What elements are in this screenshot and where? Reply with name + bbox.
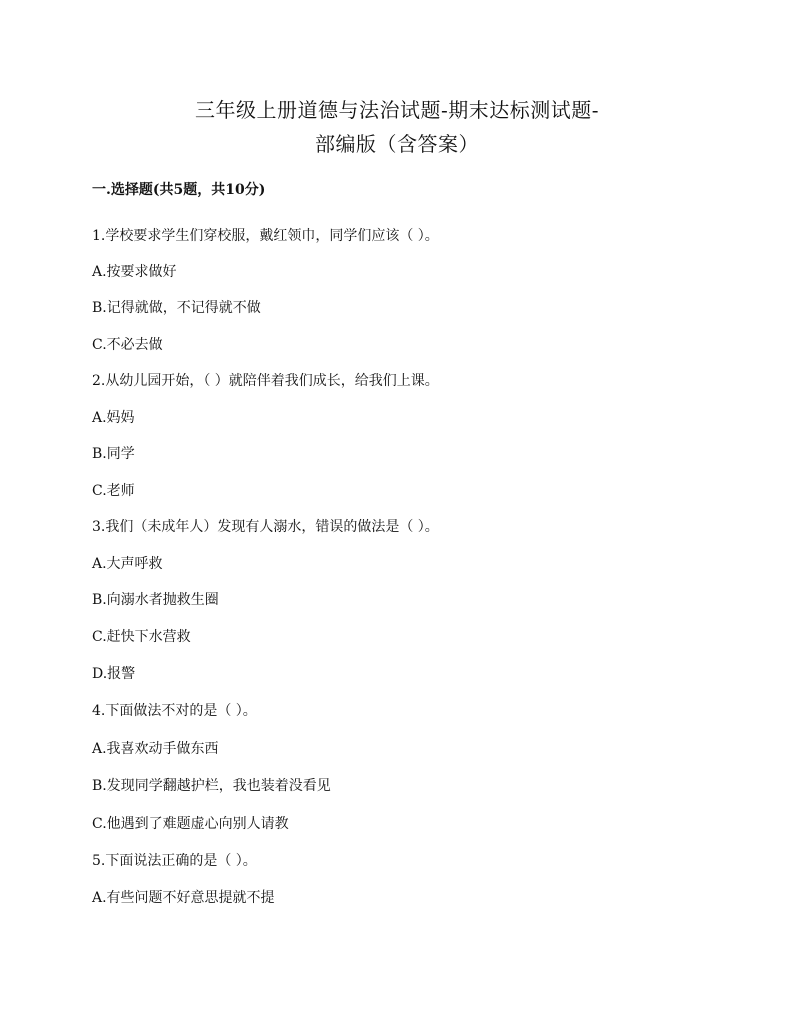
- q5-option-a: A.有些问题不好意思提就不提: [92, 890, 275, 906]
- q2-option-c: C.老师: [92, 483, 135, 499]
- q2-option-a: A.妈妈: [92, 410, 135, 426]
- question-2: 2.从幼儿园开始，（ ）就陪伴着我们成长，给我们上课。: [92, 373, 439, 389]
- q3-option-d: D.报警: [92, 666, 136, 682]
- q1-option-b: B.记得就做，不记得就不做: [92, 300, 261, 316]
- document-title-line-1: 三年级上册道德与法治试题-期末达标测试题-: [194, 98, 599, 122]
- question-4: 4.下面做法不对的是（ ）。: [92, 703, 257, 719]
- question-3: 3.我们（未成年人）发现有人溺水，错误的做法是（ ）。: [92, 519, 439, 535]
- section-heading: 一.选择题(共5题，共10分): [92, 182, 266, 198]
- q4-option-a: A.我喜欢动手做东西: [92, 741, 219, 757]
- q1-option-c: C.不必去做: [92, 337, 163, 353]
- q2-option-b: B.同学: [92, 446, 135, 462]
- q3-option-a: A.大声呼救: [92, 556, 163, 572]
- question-5: 5.下面说法正确的是（ ）。: [92, 853, 257, 869]
- q3-option-c: C.赶快下水营救: [92, 629, 191, 645]
- q4-option-b: B.发现同学翻越护栏，我也装着没看见: [92, 778, 331, 794]
- q3-option-b: B.向溺水者抛救生圈: [92, 592, 219, 608]
- q4-option-c: C.他遇到了难题虚心向别人请教: [92, 816, 289, 832]
- q1-option-a: A.按要求做好: [92, 264, 177, 280]
- document-title-line-2: 部编版（含答案）: [315, 132, 479, 156]
- question-1: 1.学校要求学生们穿校服，戴红领巾，同学们应该（ ）。: [92, 228, 439, 244]
